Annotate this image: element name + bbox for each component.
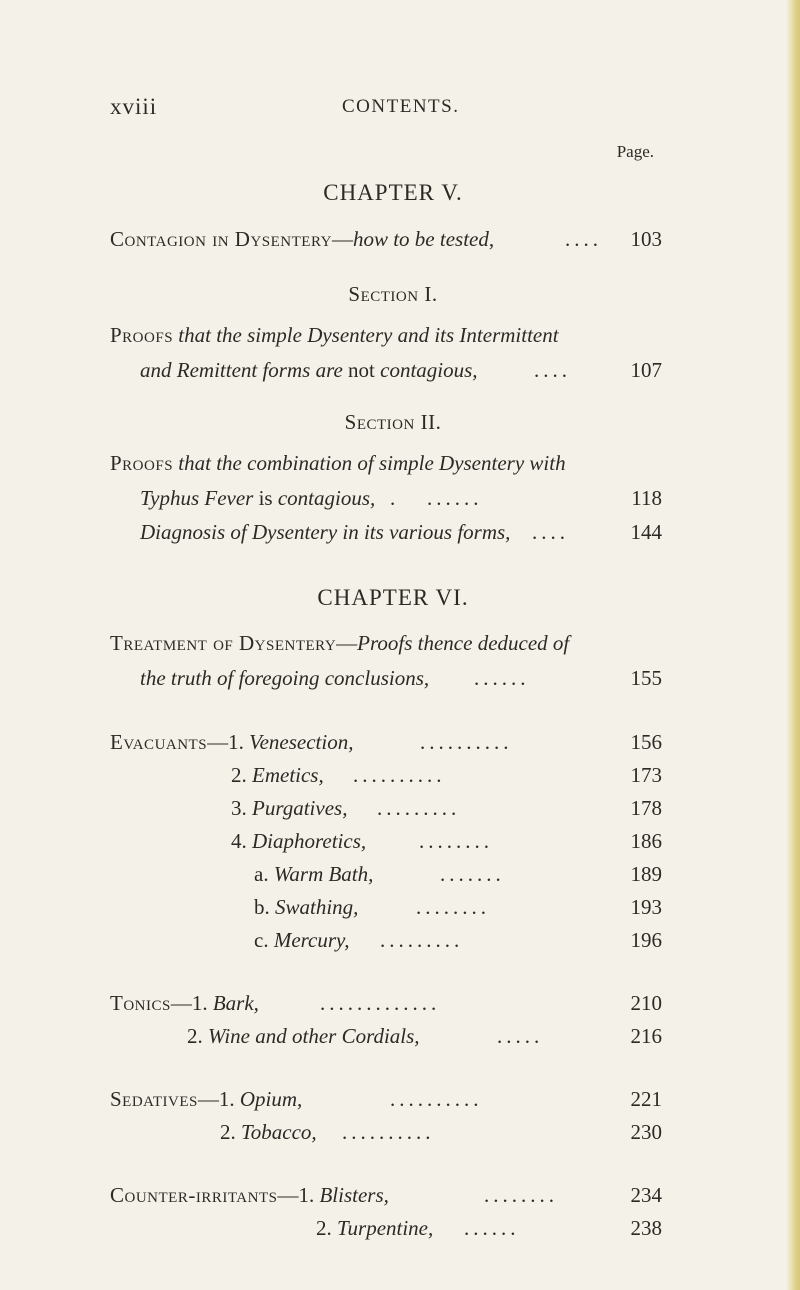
leader-dots: ......: [474, 666, 530, 690]
leader-dots: ........: [419, 829, 493, 853]
entry-page: 178: [630, 796, 662, 820]
leader-dots: ....: [565, 227, 602, 251]
item-number: 2.: [220, 1120, 236, 1144]
toc-entry-evacuants-4: [231, 829, 662, 857]
toc-entry-contagion: [110, 227, 662, 255]
entry-text: how to be tested,: [352, 227, 495, 251]
entry-page: 193: [630, 895, 662, 919]
entry-page: 216: [630, 1024, 662, 1048]
toc-entry-treatment-cont: [140, 666, 662, 694]
toc-entry-proofs-typhus: [110, 451, 662, 479]
toc-entry-proofs-typhus-cont: [140, 486, 662, 514]
toc-entry-evacuants-c: [254, 928, 662, 956]
entry-page: 196: [630, 928, 662, 952]
leader-dots: ..........: [390, 1087, 483, 1111]
entry-lead: Proofs: [110, 451, 174, 475]
entry-page: 234: [630, 1183, 662, 1207]
item-name: Opium,: [239, 1087, 303, 1111]
entry-page: 210: [630, 991, 662, 1015]
toc-entry-evacuants-3: [231, 796, 662, 824]
entry-text: contagious,: [272, 486, 376, 510]
entry-text: Typhus Fever: [140, 486, 259, 510]
entry-page: 173: [630, 763, 662, 787]
group-label: Evacuants: [110, 730, 208, 754]
toc-entry-counter-irritants-1: [110, 1183, 662, 1211]
item-number: b.: [254, 895, 270, 919]
item-name: Tobacco,: [241, 1120, 317, 1144]
item-number: —1.: [207, 730, 244, 754]
toc-entry-evacuants-1: [110, 730, 662, 758]
item-number: 2.: [231, 763, 247, 787]
entry-lead: Treatment of Dysentery: [110, 631, 337, 655]
page-folio: xviii: [110, 94, 158, 119]
item-number: —1.: [170, 991, 208, 1015]
entry-page: 144: [630, 520, 662, 544]
entry-text: and Remittent forms are: [140, 358, 349, 382]
entry-page: 238: [630, 1216, 662, 1240]
toc-entry-sedatives-1: [110, 1087, 662, 1115]
item-name: Blisters,: [319, 1183, 389, 1207]
entry-text: Diagnosis of Dysentery in its various forms,: [140, 520, 511, 544]
entry-text: the truth of foregoing conclusions,: [140, 666, 430, 690]
entry-page: 103: [630, 227, 662, 251]
leader-dots: .............: [320, 991, 441, 1015]
leader-dots: .........: [380, 928, 464, 952]
leader-dots: .....: [497, 1024, 544, 1048]
entry-dash: —: [336, 631, 358, 655]
leader-dots: ....: [534, 358, 571, 382]
entry-text: Proofs thence deduced of: [357, 631, 570, 655]
leader-dots: ..........: [353, 763, 446, 787]
entry-page: 155: [630, 666, 662, 690]
toc-entry-proofs-simple-cont: [140, 358, 662, 386]
leader-dots: ........: [484, 1183, 558, 1207]
item-number: 2.: [187, 1024, 203, 1048]
chapter-5-heading: CHAPTER V.: [323, 180, 463, 205]
entry-text: contagious,: [374, 358, 478, 382]
toc-entry-evacuants-a: [254, 862, 662, 890]
entry-page: 186: [630, 829, 662, 853]
item-number: —1.: [277, 1183, 315, 1207]
item-number: 3.: [231, 796, 247, 820]
toc-entry-evacuants-2: [231, 763, 662, 791]
running-title: CONTENTS.: [342, 96, 460, 117]
entry-text-roman: is: [258, 486, 273, 510]
entry-lead: Proofs: [110, 323, 174, 347]
page-edge: [786, 0, 800, 1290]
entry-dash: —: [331, 227, 353, 251]
item-name: Bark,: [212, 991, 259, 1015]
entry-text: that the simple Dysentery and its Intermittent: [173, 323, 559, 347]
leader-dots: ......: [464, 1216, 520, 1240]
toc-entry-diagnosis: [140, 520, 662, 548]
page-column-label: Page.: [616, 142, 654, 161]
entry-text: that the combination of simple Dysentery with: [173, 451, 566, 475]
toc-entry-sedatives-2: [220, 1120, 662, 1148]
item-number: 2.: [316, 1216, 332, 1240]
entry-page: 118: [631, 486, 662, 510]
item-name: Purgatives,: [252, 796, 348, 820]
running-head: [110, 94, 674, 124]
entry-page: 189: [630, 862, 662, 886]
item-name: Swathing,: [275, 895, 359, 919]
toc-entry-evacuants-b: [254, 895, 662, 923]
item-number: c.: [254, 928, 269, 952]
entry-page: 221: [630, 1087, 662, 1111]
group-label: Counter-irritants: [110, 1183, 278, 1207]
toc-entry-counter-irritants-2: [316, 1216, 662, 1244]
leader-dots: ..........: [342, 1120, 435, 1144]
section-2-heading: Section II.: [344, 410, 442, 434]
entry-text-roman: not: [348, 358, 375, 382]
leader-dots: ....: [532, 520, 569, 544]
entry-page: 107: [630, 358, 662, 382]
entry-lead: Contagion in Dysentery: [110, 227, 332, 251]
toc-entry-tonics-2: [187, 1024, 662, 1052]
item-name: Wine and other Cordials,: [208, 1024, 420, 1048]
group-label: Tonics: [110, 991, 171, 1015]
item-number: a.: [254, 862, 269, 886]
leader-dots: .......: [440, 862, 505, 886]
group-label: Sedatives: [110, 1087, 198, 1111]
item-name: Turpentine,: [337, 1216, 434, 1240]
chapter-6-heading: CHAPTER VI.: [317, 585, 469, 610]
item-name: Emetics,: [252, 763, 324, 787]
toc-entry-treatment: [110, 631, 662, 659]
item-name: Warm Bath,: [273, 862, 374, 886]
leader-dots: .........: [377, 796, 461, 820]
item-number: 4.: [231, 829, 247, 853]
entry-page: 230: [630, 1120, 662, 1144]
section-1-heading: Section I.: [348, 282, 438, 306]
item-name: Diaphoretics,: [252, 829, 367, 853]
item-name: Venesection,: [249, 730, 354, 754]
leader-dots: ........: [416, 895, 490, 919]
item-name: Mercury,: [273, 928, 350, 952]
toc-entry-proofs-simple: [110, 323, 662, 351]
leader-dots: ..........: [420, 730, 513, 754]
leader-dots: . ......: [390, 486, 483, 510]
item-number: —1.: [197, 1087, 235, 1111]
entry-page: 156: [630, 730, 662, 754]
toc-entry-tonics-1: [110, 991, 662, 1019]
